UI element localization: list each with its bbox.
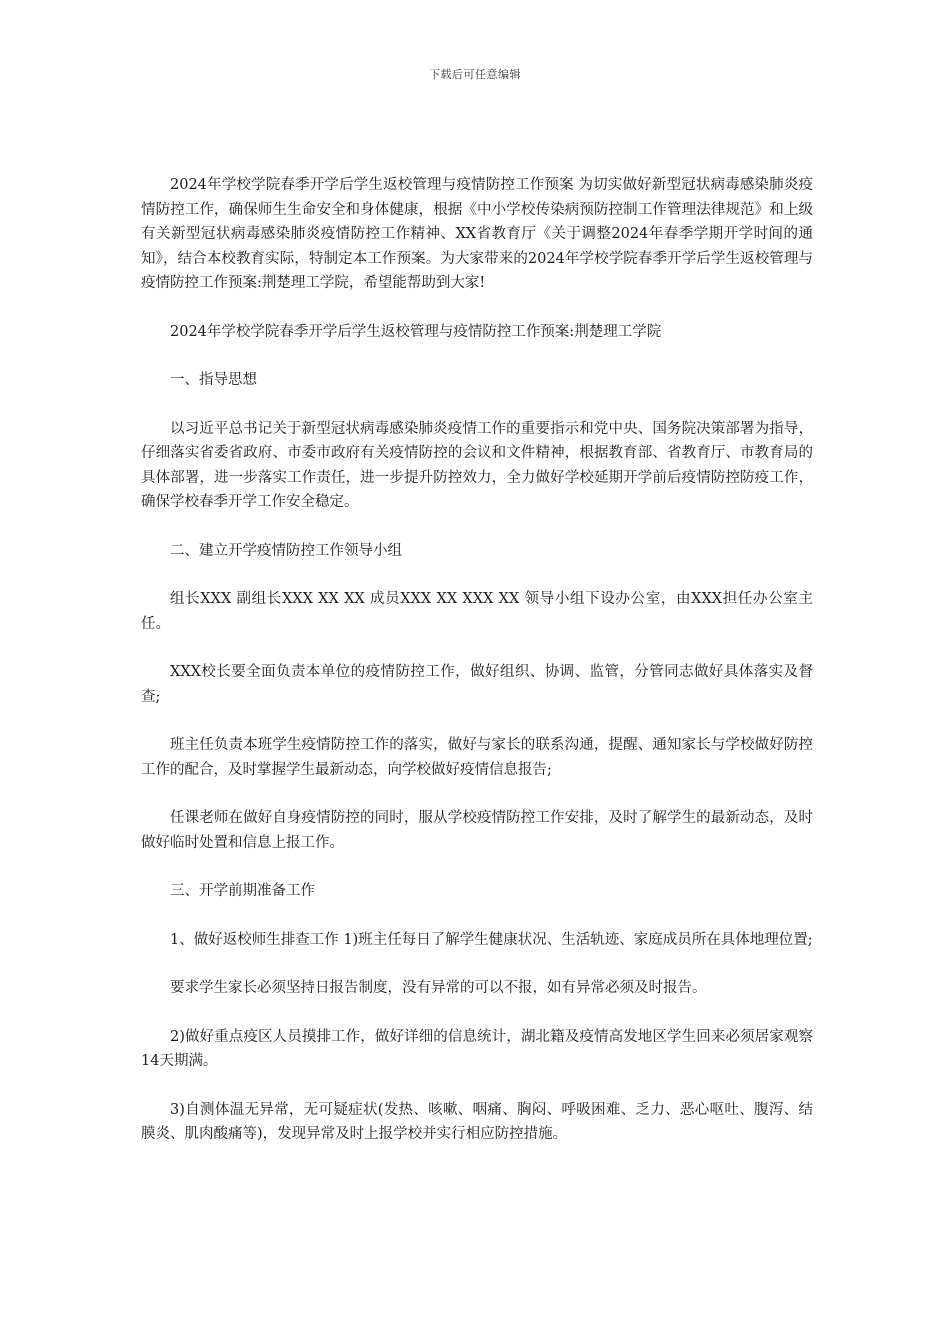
- class-teacher-duty-paragraph: 班主任负责本班学生疫情防控工作的落实，做好与家长的联系沟通，提醒、通知家长与学校做好防控工作的配合，及时掌握学生最新动态，向学校做好疫情信息报告;: [141, 737, 813, 778]
- screening-item-3: 3)自测体温无异常，无可疑症状(发热、咳嗽、咽痛、胸闷、呼吸困难、乏力、恶心呕吐、腹泻、结膜炎、肌肉酸痛等)，发现异常及时上报学校并实行相应防控措施。: [141, 1101, 813, 1142]
- section-heading-guiding-ideology: 一、指导思想: [170, 372, 257, 388]
- section-heading-preparation: 三、开学前期准备工作: [170, 883, 315, 899]
- leadership-members-paragraph: 组长XXX 副组长XXX XX XX 成员XXX XX XXX XX 领导小组下设办公室，由XXX担任办公室主任。: [141, 591, 813, 632]
- document-body: [141, 173, 813, 1171]
- document-title-line: 2024年学校学院春季开学后学生返校管理与疫情防控工作预案:荆楚理工学院: [170, 323, 662, 340]
- section-heading-leadership-group: 二、建立开学疫情防控工作领导小组: [170, 542, 402, 559]
- screening-item-2: 2)做好重点疫区人员摸排工作，做好详细的信息统计，湖北籍及疫情高发地区学生回来必须居家观察14天期满。: [141, 1028, 813, 1069]
- subject-teacher-duty-paragraph: 任课老师在做好自身疫情防控的同时，服从学校疫情防控工作安排，及时了解学生的最新动态，及时做好临时处置和信息上报工作。: [141, 810, 813, 851]
- principal-duty-paragraph: XXX校长要全面负责本单位的疫情防控工作，做好组织、协调、监管，分管同志做好具体落实及督查;: [141, 664, 813, 705]
- guiding-ideology-paragraph: 以习近平总书记关于新型冠状病毒感染肺炎疫情工作的重要指示和党中央、国务院决策部署为指导，仔细落实省委省政府、市委市政府有关疫情防控的会议和文件精神，根据教育部、省教育厅、市教育局的具体部署，进一步落实工作责任，进一步提升防控效力，全力做好学校延期开学前后疫情防控防疫工作，确保学校春季开学工作安全稳定。: [141, 420, 813, 510]
- download-note: 下载后可任意编辑: [429, 68, 521, 81]
- intro-paragraph: 2024年学校学院春季开学后学生返校管理与疫情防控工作预案 为切实做好新型冠状病毒感染肺炎疫情防控工作，确保师生生命安全和身体健康，根据《中小学校传染病预防控制工作管理法律规范》和上级有关新型冠状病毒感染肺炎疫情防控工作精神、XX省教育厅《关于调整2024年春季学期开学时间的通知》，结合本校教育实际，特制定本工作预案。为大家带来的2024年学校学院春季开学后学生返校管理与疫情防控工作预案:荆楚理工学院，希望能帮助到大家!: [141, 177, 813, 291]
- screening-item-1: 1、做好返校师生排查工作 1)班主任每日了解学生健康状况、生活轨迹、家庭成员所在具体地理位置;: [170, 931, 813, 948]
- daily-report-paragraph: 要求学生家长必须坚持日报告制度，没有异常的可以不报，如有异常必须及时报告。: [170, 980, 707, 996]
